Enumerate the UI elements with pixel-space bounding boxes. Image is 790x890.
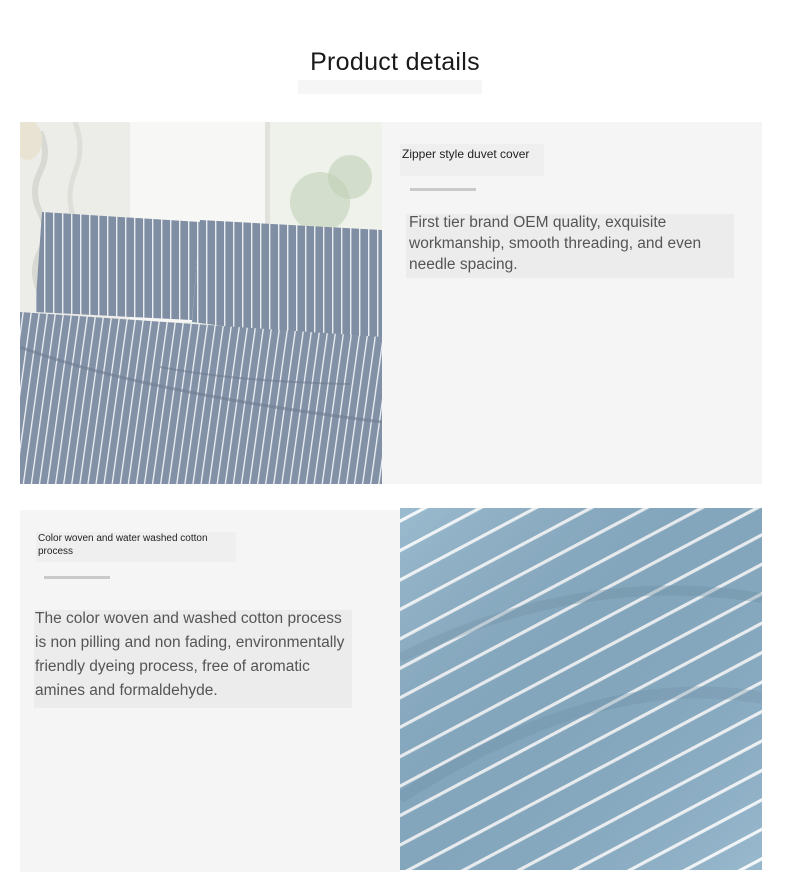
section1-subtitle: Zipper style duvet cover bbox=[402, 147, 530, 161]
bed-illustration bbox=[20, 122, 382, 484]
divider bbox=[410, 188, 476, 191]
section1-text-panel bbox=[382, 122, 762, 484]
section1-description: First tier brand OEM quality, exquisite workmanship, smooth threading, and even needle spacing. bbox=[409, 214, 702, 273]
section2-text-panel bbox=[20, 510, 400, 872]
section2-description: The color woven and washed cotton process is non pilling and non fading, environmentally friendly dyeing process, free of aromatic amines and formaldehyde. bbox=[35, 610, 345, 699]
page-title: Product details bbox=[310, 48, 480, 76]
title-underlay bbox=[298, 80, 482, 94]
fabric-photo bbox=[400, 508, 762, 870]
bed-photo bbox=[20, 122, 382, 484]
divider bbox=[44, 576, 110, 579]
fabric-illustration bbox=[400, 508, 762, 870]
section2-subtitle: Color woven and water washed cotton process bbox=[38, 533, 208, 557]
